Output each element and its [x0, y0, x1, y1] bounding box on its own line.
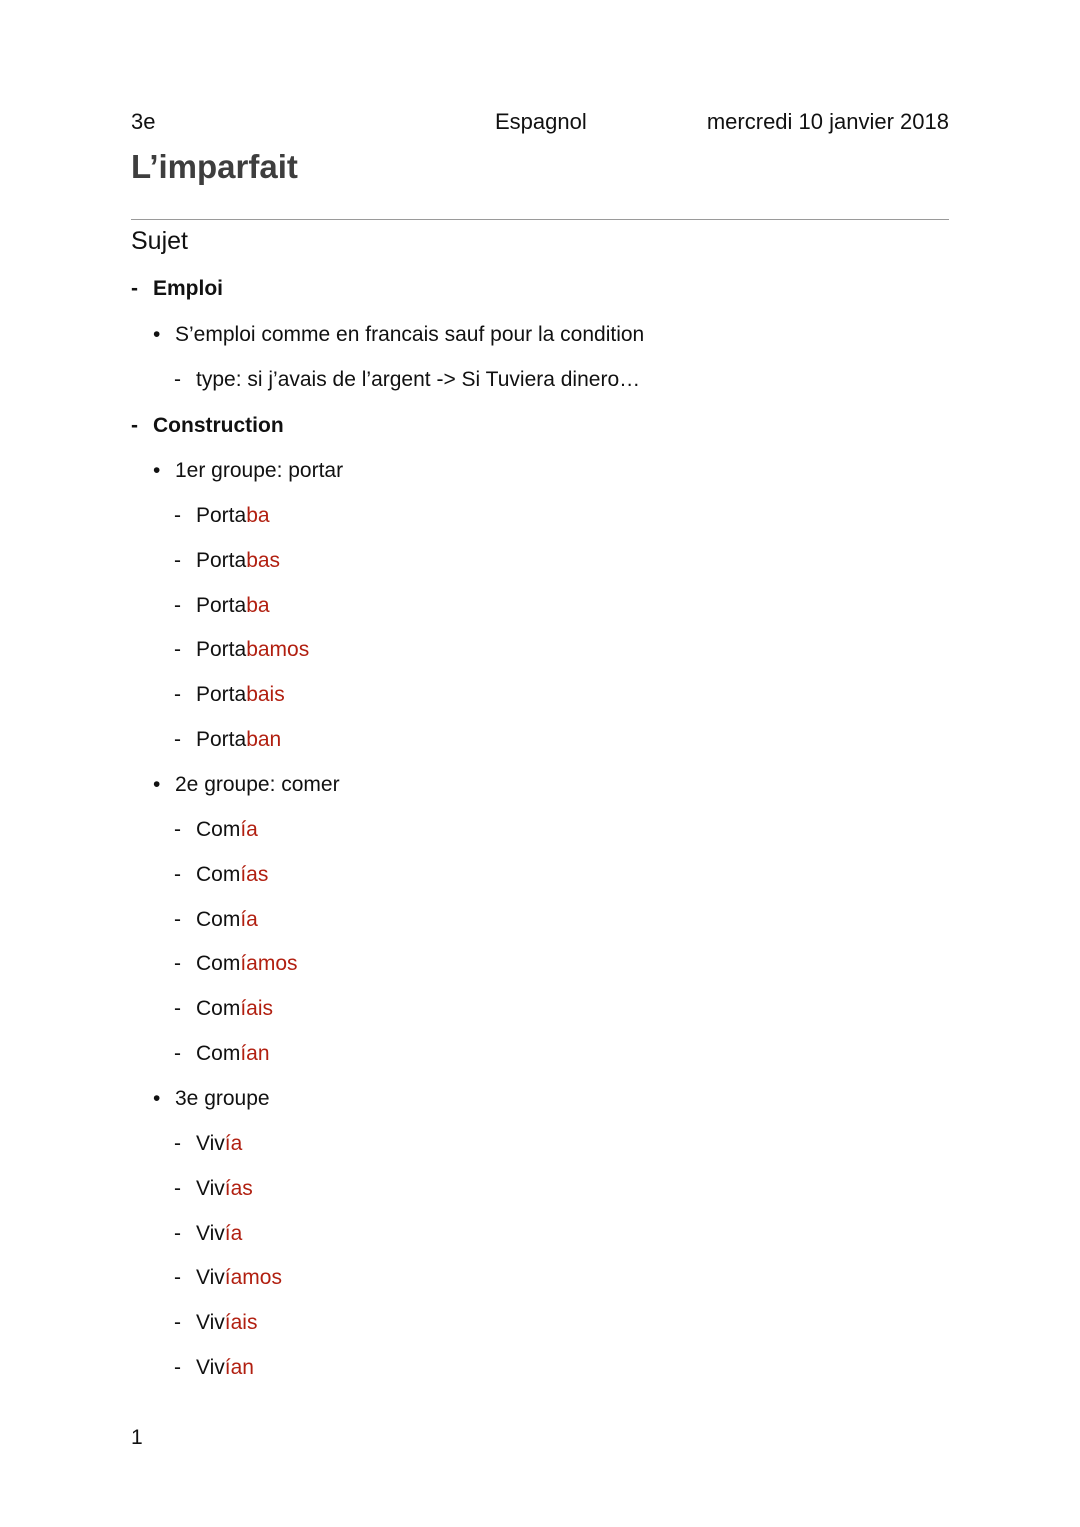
- conjugation-form: [174, 906, 258, 934]
- group-label-text: 1er groupe: portar: [175, 459, 344, 482]
- page-title: L’imparfait: [131, 148, 298, 185]
- verb-stem: Com: [196, 818, 241, 841]
- dash-marker: -: [174, 1042, 181, 1065]
- dash-marker: -: [174, 863, 181, 886]
- group-label-comer: [152, 771, 340, 799]
- dash-marker: -: [174, 594, 181, 617]
- dash-marker: -: [174, 1356, 181, 1379]
- bullet-marker: •: [153, 773, 161, 796]
- verb-stem: Com: [196, 863, 241, 886]
- dash-marker: -: [174, 1132, 181, 1155]
- dash-marker: -: [174, 952, 181, 975]
- conjugation-form: [174, 502, 270, 530]
- header-subject: Espagnol: [495, 109, 587, 134]
- conjugation-form: [174, 950, 298, 978]
- dash-marker: -: [174, 504, 181, 527]
- conjugation-form: [174, 592, 270, 620]
- verb-stem: Viv: [196, 1222, 225, 1245]
- verb-ending: ían: [224, 1356, 254, 1379]
- list-item: [174, 366, 640, 394]
- verb-ending: ba: [246, 504, 270, 527]
- conjugation-form: [174, 1264, 282, 1292]
- verb-ending: íais: [224, 1311, 258, 1334]
- verb-stem: Com: [196, 952, 241, 975]
- conjugation-form: [174, 995, 273, 1023]
- dash-marker: -: [174, 997, 181, 1020]
- verb-ending: íais: [240, 997, 274, 1020]
- verb-stem: Porta: [196, 728, 247, 751]
- dash-marker: -: [174, 908, 181, 931]
- verb-stem: Com: [196, 997, 241, 1020]
- list-item-text: type: si j’avais de l’argent -> Si Tuviera dinero…: [196, 368, 641, 391]
- header-class-level: 3e: [131, 109, 156, 134]
- verb-ending: ía: [240, 818, 258, 841]
- conjugation-form: [174, 1040, 270, 1068]
- verb-ending: ba: [246, 594, 270, 617]
- verb-stem: Com: [196, 908, 241, 931]
- conjugation-form: [174, 726, 281, 754]
- bullet-marker: •: [153, 1087, 161, 1110]
- verb-stem: Viv: [196, 1266, 225, 1289]
- bullet-marker: •: [153, 323, 161, 346]
- dash-marker: -: [174, 683, 181, 706]
- outline-heading: Construction: [153, 414, 284, 437]
- conjugation-form: [174, 1354, 254, 1382]
- conjugation-form: [174, 816, 258, 844]
- title-divider: [131, 219, 949, 220]
- verb-stem: Porta: [196, 638, 247, 661]
- verb-stem: Viv: [196, 1177, 225, 1200]
- page-number: 1: [131, 1426, 143, 1449]
- group-label-text: 3e groupe: [175, 1087, 270, 1110]
- verb-ending: ías: [224, 1177, 253, 1200]
- group-label-text: 2e groupe: comer: [175, 773, 340, 796]
- conjugation-form: [174, 547, 280, 575]
- verb-ending: ban: [246, 728, 282, 751]
- header-date: mercredi 10 janvier 2018: [706, 109, 949, 134]
- verb-ending: ía: [240, 908, 258, 931]
- verb-stem: Porta: [196, 594, 247, 617]
- conjugation-form: [174, 861, 268, 889]
- verb-stem: Viv: [196, 1356, 225, 1379]
- verb-stem: Com: [196, 1042, 241, 1065]
- outline-item-emploi: [131, 275, 223, 303]
- conjugation-form: [174, 636, 309, 664]
- dash-marker: -: [174, 818, 181, 841]
- dash-marker: -: [174, 549, 181, 572]
- list-item-text: S’emploi comme en francais sauf pour la condition: [175, 323, 645, 346]
- conjugation-form: [174, 1130, 242, 1158]
- verb-stem: Viv: [196, 1311, 225, 1334]
- group-label-portar: [152, 457, 343, 485]
- conjugation-form: [174, 681, 285, 709]
- bullet-marker: •: [153, 459, 161, 482]
- dash-marker: -: [174, 1222, 181, 1245]
- dash-marker: -: [131, 277, 138, 300]
- dash-marker: -: [174, 728, 181, 751]
- dash-marker: -: [174, 1266, 181, 1289]
- verb-stem: Porta: [196, 504, 247, 527]
- verb-ending: bais: [246, 683, 285, 706]
- verb-stem: Porta: [196, 549, 247, 572]
- group-label-3e: [152, 1085, 270, 1113]
- dash-marker: -: [131, 414, 138, 437]
- conjugation-form: [174, 1220, 242, 1248]
- outline-heading: Emploi: [153, 277, 224, 300]
- outline-item-construction: [131, 412, 284, 440]
- verb-ending: ían: [240, 1042, 270, 1065]
- conjugation-form: [174, 1175, 253, 1203]
- dash-marker: -: [174, 368, 181, 391]
- verb-ending: bamos: [246, 638, 310, 661]
- dash-marker: -: [174, 1177, 181, 1200]
- verb-ending: íamos: [224, 1266, 282, 1289]
- verb-ending: bas: [246, 549, 281, 572]
- conjugation-form: [174, 1309, 257, 1337]
- dash-marker: -: [174, 1311, 181, 1334]
- verb-stem: Viv: [196, 1132, 225, 1155]
- section-heading: Sujet: [131, 227, 188, 255]
- verb-ending: ía: [224, 1132, 243, 1155]
- list-item: [152, 321, 644, 349]
- dash-marker: -: [174, 638, 181, 661]
- verb-ending: ías: [240, 863, 269, 886]
- verb-ending: ía: [224, 1222, 243, 1245]
- verb-ending: íamos: [240, 952, 298, 975]
- verb-stem: Porta: [196, 683, 247, 706]
